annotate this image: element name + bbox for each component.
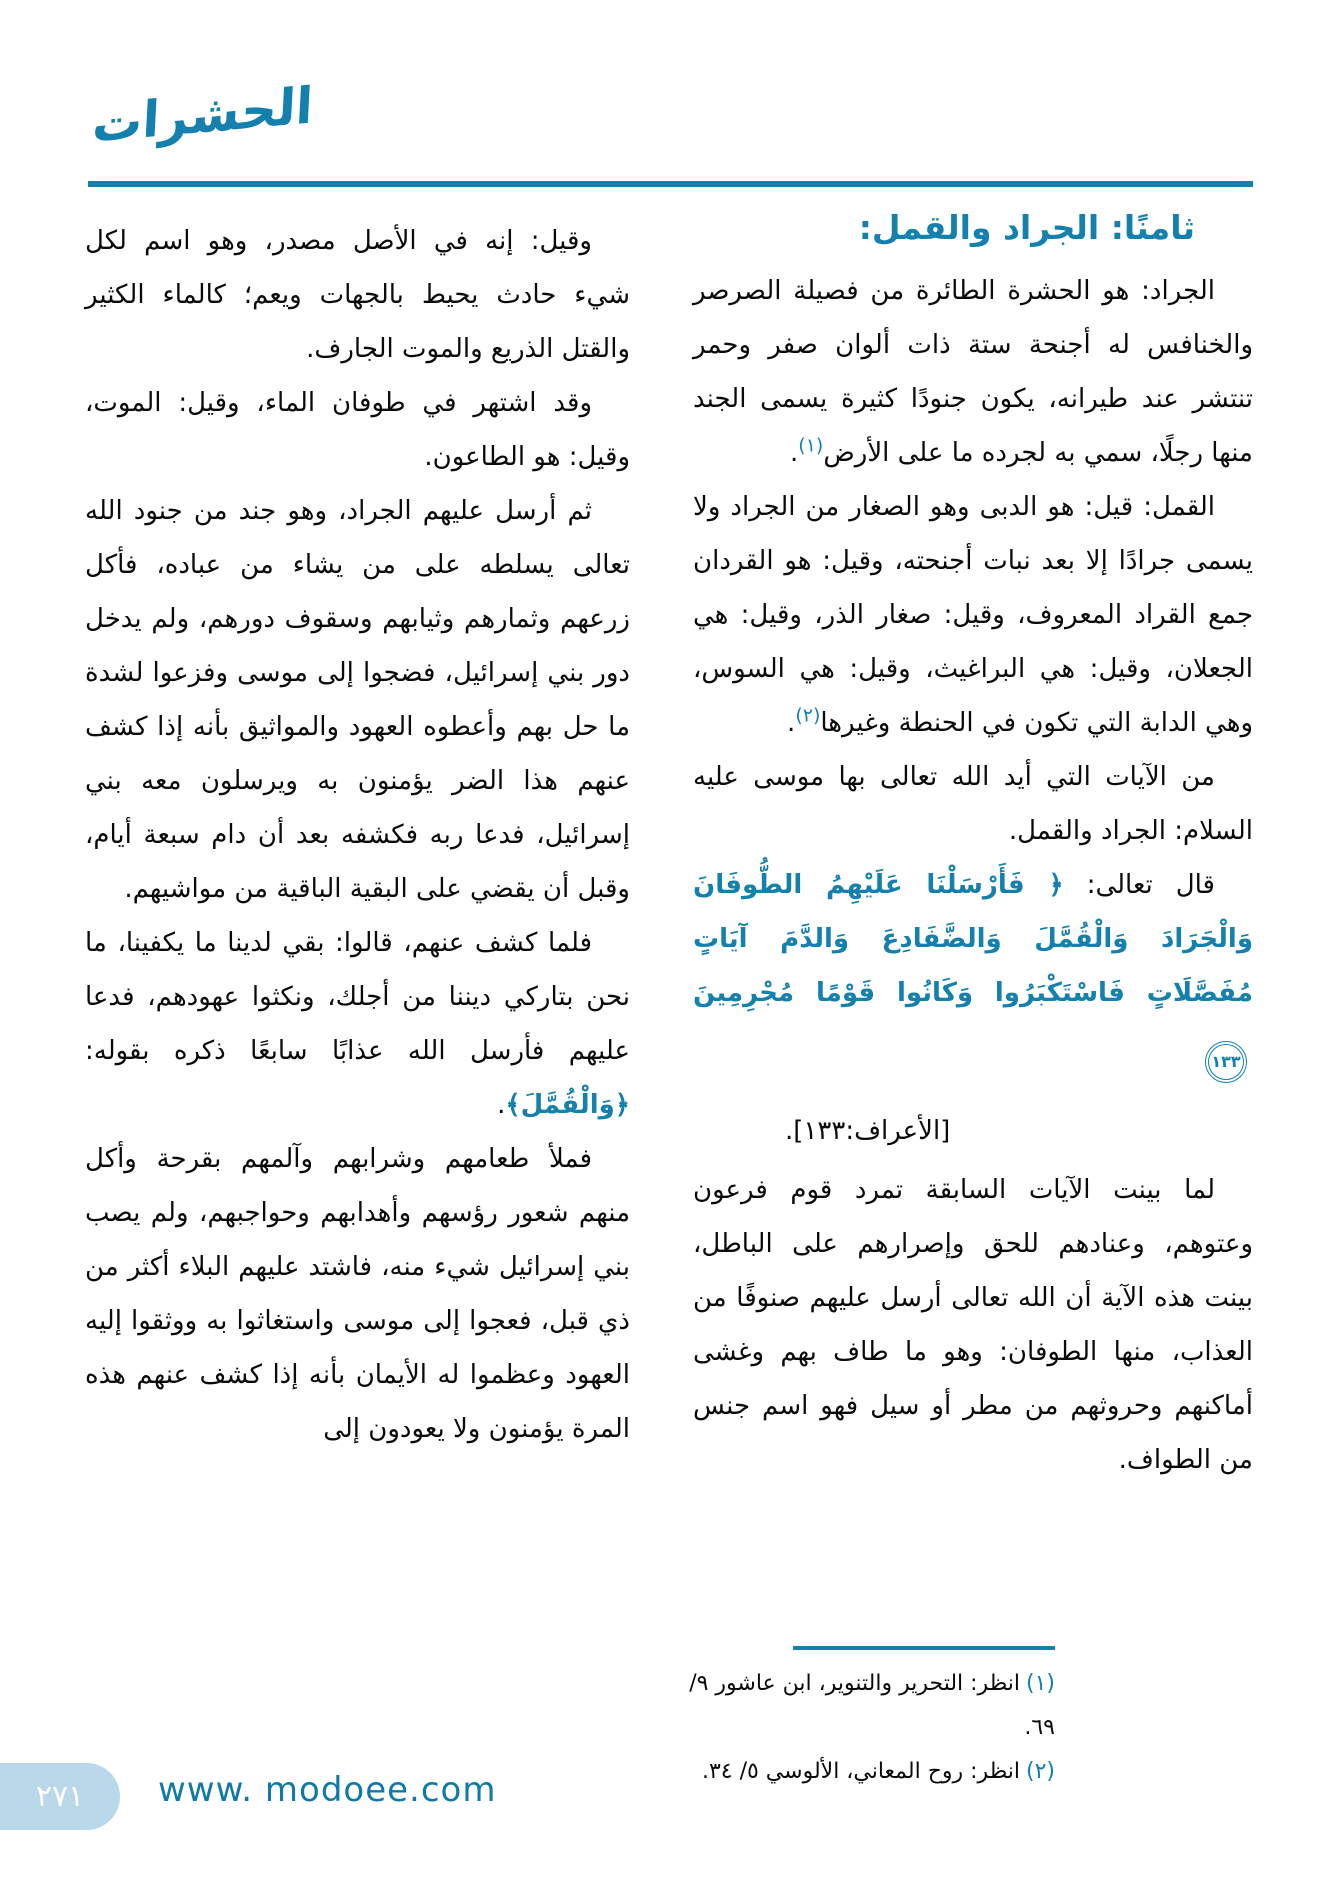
- footnote-item-2: [663, 1750, 1055, 1794]
- paragraph-tafsir: لما بينت الآيات السابقة تمرد قوم فرعون وعتوهم، وعنادهم للحق وإصرارهم على الباطل، بينت هذه الآية أن الله تعالى أرسل عليهم صنوفًا من العذاب، منها الطوفان: وهو ما طاف بهم وغشى أماكنهم وحروثهم من مطر أو سيل فهو اسم جنس من الطواف.: [693, 1175, 1253, 1475]
- ornate-open-bracket: ﴿: [1024, 870, 1064, 900]
- website-link[interactable]: www. modoee.com: [158, 1770, 497, 1810]
- paragraph-text: القمل: قيل: هو الدبى وهو الصغار من الجراد ولا يسمى جرادًا إلا بعد نبات أجنحته، وقيل: هو القردان جمع القراد المعروف، وقيل: صغار الذر، وقيل: هي الجعلان، وقيل: هي البراغيث، وقيل: هي السوس، وهي الدابة التي تكون في الحنطة وغيرها: [693, 492, 1253, 738]
- footnote-text: انظر: التحرير والتنوير، ابن عاشور ٩/ ٦٩.: [689, 1671, 1055, 1740]
- footnote-item-1: [663, 1662, 1055, 1750]
- footnote-marker-1: (١): [798, 434, 824, 457]
- page-number-badge: [0, 1763, 120, 1830]
- footnote-number: (١): [1025, 1671, 1055, 1696]
- footnote-marker-2: (٢): [795, 704, 821, 727]
- paragraph-masdar: وقيل: إنه في الأصل مصدر، وهو اسم لكل شيء حادث يحيط بالجهات ويعم؛ كالماء الكثير والقتل الذريع والموت الجارف.: [85, 226, 630, 364]
- paragraph-jarad-definition: [693, 264, 1253, 480]
- paragraph-qummal-definition: [693, 480, 1253, 750]
- paragraph-ayat-intro: من الآيات التي أيد الله تعالى بها موسى عليه السلام: الجراد والقمل.: [693, 762, 1253, 846]
- paragraph-kashf: [85, 916, 630, 1132]
- paragraph-text: الجراد: هو الحشرة الطائرة من فصيلة الصرصر والخنافس له أجنحة ستة ذات ألوان صفر وحمر تنتشر عند طيرانه، يكون جنودًا كثيرة يسمى الجند منها رجلًا، سمي به لجرده ما على الأرض: [693, 276, 1253, 468]
- quran-verse-text: فَأَرْسَلْنَا عَلَيْهِمُ الطُّوفَانَ وَالْجَرَادَ وَالْقُمَّلَ وَالضَّفَادِعَ وَالدَّمَ آيَاتٍ مُفَصَّلَاتٍ فَاسْتَكْبَرُوا وَكَانُوا قَوْمًا مُجْرِمِينَ: [693, 870, 1253, 1008]
- right-text-column: [693, 198, 1253, 1487]
- ayah-number-medallion: [1205, 1041, 1247, 1083]
- footnote-divider-line: [793, 1646, 1055, 1650]
- paragraph-jarad-jund: ثم أرسل عليهم الجراد، وهو جند من جنود الله تعالى يسلطه على من يشاء من عباده، فأكل زرعهم وثمارهم وثيابهم وسقوف دورهم، ولم يدخل دور بني إسرائيل، فضجوا إلى موسى وفزعوا لشدة ما حل بهم وأعطوه العهود والمواثيق بأنه إذا كشف عنهم هذا الضر يؤمنون به ويرسلون معه بني إسرائيل، فدعا ربه فكشفه بعد أن دام سبعة أيام، وقبل أن يقضي على البقية الباقية من مواشيهم.: [85, 496, 630, 904]
- footnote-text: انظر: روح المعاني، الألوسي ٥/ ٣٤.: [701, 1759, 1020, 1784]
- section-heading: ثامنًا: الجراد والقمل:: [858, 208, 1195, 247]
- quran-inline-quote: ﴿وَالْقُمَّلَ﴾: [505, 1090, 630, 1120]
- sentence-period: .: [790, 438, 799, 468]
- verse-citation: [الأعراف:١٣٣].: [785, 1116, 951, 1146]
- paragraph-text: فلما كشف عنهم، قالوا: بقي لدينا ما يكفينا، ما نحن بتاركي ديننا من أجلك، ونكثوا عهودهم، فدعا عليهم فأرسل الله عذابًا سابعًا ذكره بقوله:: [85, 928, 630, 1066]
- paragraph-ishtahar: وقد اشتهر في طوفان الماء، وقيل: الموت، وقيل: هو الطاعون.: [85, 388, 630, 472]
- header-divider-line: [88, 181, 1253, 187]
- section-header-calligraphy: الحشرات: [90, 76, 315, 154]
- sentence-period: .: [787, 708, 796, 738]
- page-number: ٢٧١: [35, 1779, 85, 1814]
- left-text-column: [85, 214, 630, 1456]
- paragraph-qummal-effect: فملأ طعامهم وشرابهم وآلمهم بقرحة وأكل منهم شعور رؤسهم وأهدابهم وحواجبهم، ولم يصب بني إسرائيل شيء منه، فاشتد عليهم البلاء أكثر من ذي قبل، فعجوا إلى موسى واستغاثوا به ووثقوا إليه العهود وعظموا له الأيمان بأنه إذا كشف عنهم هذه المرة يؤمنون ولا يعودون إلى: [85, 1144, 630, 1444]
- quran-verse-paragraph: [693, 858, 1253, 1083]
- sentence-period: .: [497, 1090, 506, 1120]
- ayah-number: ١٣٣: [1211, 1052, 1241, 1071]
- footnote-number: (٢): [1025, 1759, 1055, 1784]
- footnotes-section: [663, 1646, 1055, 1794]
- verse-intro: قال تعالى:: [1063, 870, 1215, 900]
